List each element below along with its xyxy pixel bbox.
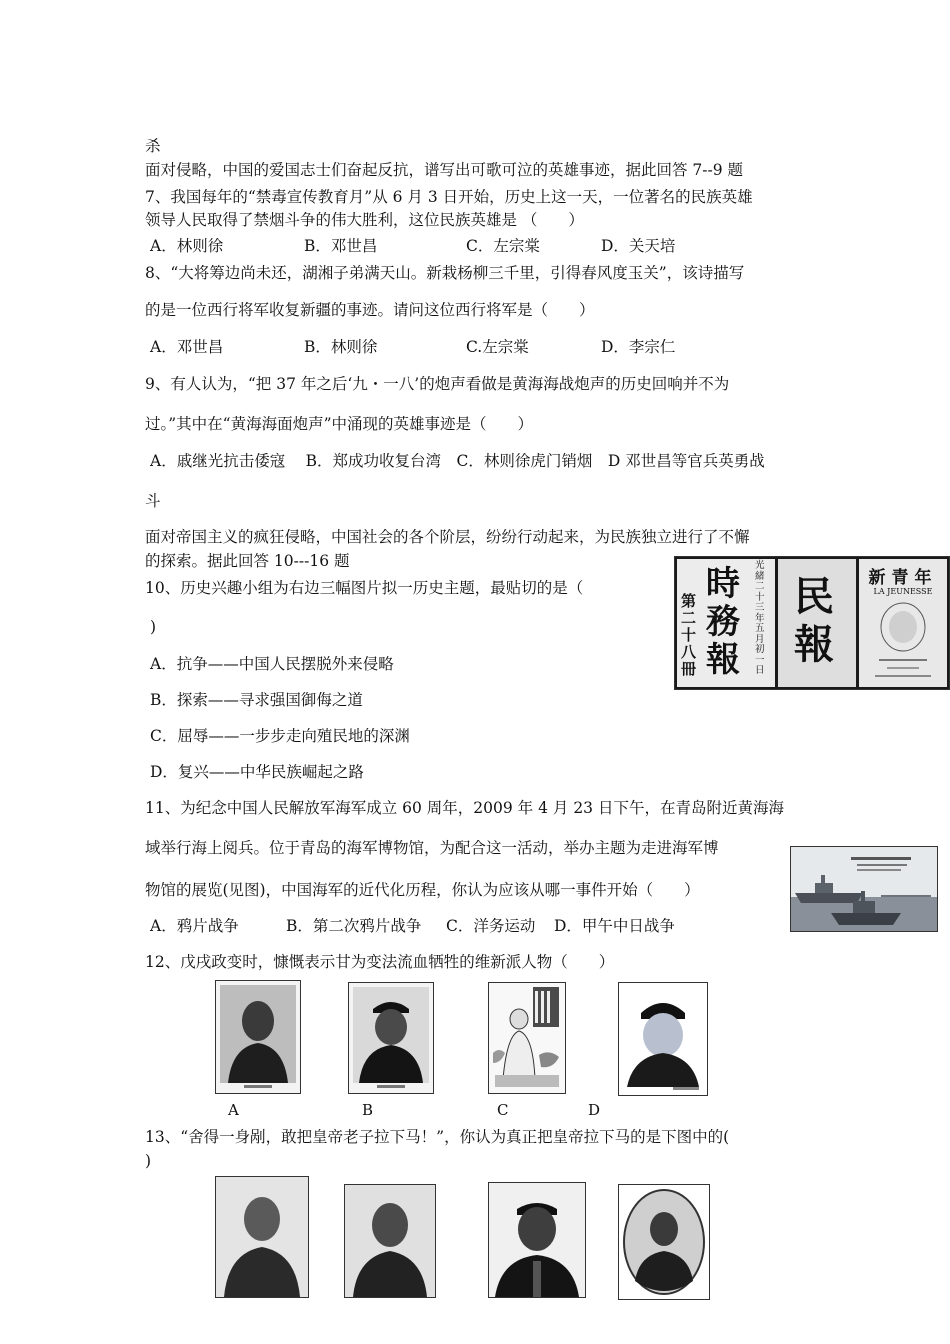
minbao-title-char: 報: [794, 621, 834, 668]
question-7-options: [150, 236, 675, 256]
shiwubao-date: 光緒二十三年五月初一日: [755, 560, 765, 676]
portrait-label: A: [228, 1101, 239, 1119]
option-d[interactable]: D．关天培: [601, 237, 676, 255]
question-12-stem: 12、戊戌政变时，慷慨表示甘为变法流血牺牲的维新派人物（ ）: [145, 953, 615, 971]
question-7-stem: 7、我国每年的“禁毒宣传教育月”从 6 月 3 日开始，历史上这一天，一位著名的民族英雄: [145, 188, 753, 206]
question-10-option-b[interactable]: B．探索——寻求强国御侮之道: [150, 691, 363, 709]
question-10-option-c[interactable]: C．屈辱——一步步走向殖民地的深渊: [150, 727, 410, 745]
portrait-d[interactable]: [618, 982, 708, 1096]
magazine-covers-image: [674, 556, 950, 690]
option-d[interactable]: D．李宗仁: [601, 338, 676, 356]
option-c[interactable]: C．左宗棠: [466, 237, 540, 255]
question-13-stem: 13、“舍得一身剐，敢把皇帝老子拉下马！”，你认为真正把皇帝拉下马的是下图中的(: [145, 1128, 730, 1146]
xinqingnian-subtitle: LA JEUNESSE: [873, 587, 933, 596]
question-7-stem-cont: 领导人民取得了禁烟斗争的伟大胜利，这位民族英雄是 （ ）: [145, 211, 584, 229]
option-c[interactable]: C．洋务运动: [446, 917, 536, 935]
question-11-options: [150, 916, 675, 936]
xinqingnian-cover: [859, 559, 947, 687]
portrait-b[interactable]: [348, 982, 434, 1094]
minbao-cover: [778, 559, 856, 687]
question-11-stem-cont: 域举行海上阅兵。位于青岛的海军博物馆，为配合这一活动，举办主题为走进海军博: [145, 839, 719, 857]
portrait-a[interactable]: [215, 980, 301, 1094]
question-10-option-d[interactable]: D．复兴——中华民族崛起之路: [150, 763, 364, 781]
portrait-c[interactable]: [488, 982, 566, 1094]
question-9-options-tail: 斗: [145, 492, 161, 510]
shiwubao-title-char: 時: [706, 564, 740, 604]
section-intro-cont: 的探索。据此回答 10---16 题: [145, 552, 350, 570]
option-b[interactable]: B．第二次鸦片战争: [286, 917, 422, 935]
question-9-stem: 9、有人认为，“把 37 年之后‘九・一八’的炮声看做是黄海海战炮声的历史回响并不为: [145, 375, 730, 393]
question-9-options[interactable]: A．戚继光抗击倭寇 B．郑成功收复台湾 C．林则徐虎门销烟 D 邓世昌等官兵英勇战: [150, 452, 765, 470]
section-intro: 面对帝国主义的疯狂侵略，中国社会的各个阶层，纷纷行动起来，为民族独立进行了不懈: [145, 528, 750, 546]
shiwubao-title-char: 務: [706, 602, 740, 642]
shiwubao-cover: [677, 559, 775, 687]
shiwubao-volume: 第 二 十 八 冊: [681, 592, 697, 678]
navy-museum-exhibition-image: [790, 846, 938, 932]
portrait-13-b[interactable]: [344, 1184, 436, 1298]
option-a[interactable]: A．鸦片战争: [150, 917, 239, 935]
option-b[interactable]: B．林则徐: [304, 338, 378, 356]
portrait-13-a[interactable]: [215, 1176, 309, 1298]
previous-page-tail: 杀: [145, 137, 161, 155]
xinqingnian-title: 新青年: [868, 568, 938, 588]
portrait-13-d[interactable]: [618, 1184, 710, 1300]
option-c[interactable]: C.左宗棠: [466, 338, 529, 356]
option-a[interactable]: A．邓世昌: [150, 338, 224, 356]
question-10-option-a[interactable]: A．抗争——中国人民摆脱外来侵略: [150, 655, 394, 673]
question-8-stem: 8、“大将筹边尚未还，湖湘子弟满天山。新栽杨柳三千里，引得春风度玉关”，该诗描写: [145, 264, 745, 282]
option-d[interactable]: D．甲午中日战争: [554, 917, 675, 935]
section-intro: 面对侵略，中国的爱国志士们奋起反抗，谱写出可歌可泣的英雄事迹，据此回答 7--9 题: [145, 161, 744, 179]
portrait-label: B: [362, 1101, 374, 1119]
emblem-icon: [859, 597, 947, 687]
portrait-label: C: [497, 1101, 509, 1119]
option-b[interactable]: B．邓世昌: [304, 237, 378, 255]
question-8-options: [150, 337, 675, 357]
portrait-label: D: [588, 1101, 601, 1119]
question-13-stem-cont: ): [145, 1152, 152, 1170]
question-11-stem-cont2: 物馆的展览(见图)，中国海军的近代化历程，你认为应该从哪一事件开始（ ）: [145, 881, 700, 899]
question-10-stem: 10、历史兴趣小组为右边三幅图片拟一历史主题，最贴切的是（: [145, 579, 584, 597]
question-9-stem-cont: 过。”其中在“黄海海面炮声”中涌现的英雄事迹是（ ）: [145, 415, 534, 433]
option-a[interactable]: A．林则徐: [150, 237, 224, 255]
portrait-13-c[interactable]: [488, 1182, 586, 1298]
minbao-title-char: 民: [794, 573, 834, 620]
shiwubao-title-char: 報: [706, 640, 740, 680]
question-10-stem-cont: ): [150, 618, 157, 636]
question-11-stem: 11、为纪念中国人民解放军海军成立 60 周年，2009 年 4 月 23 日下午，在青岛附近黄海海: [145, 799, 784, 817]
question-8-stem-cont: 的是一位西行将军收复新疆的事迹。请问这位西行将军是（ ）: [145, 301, 595, 319]
